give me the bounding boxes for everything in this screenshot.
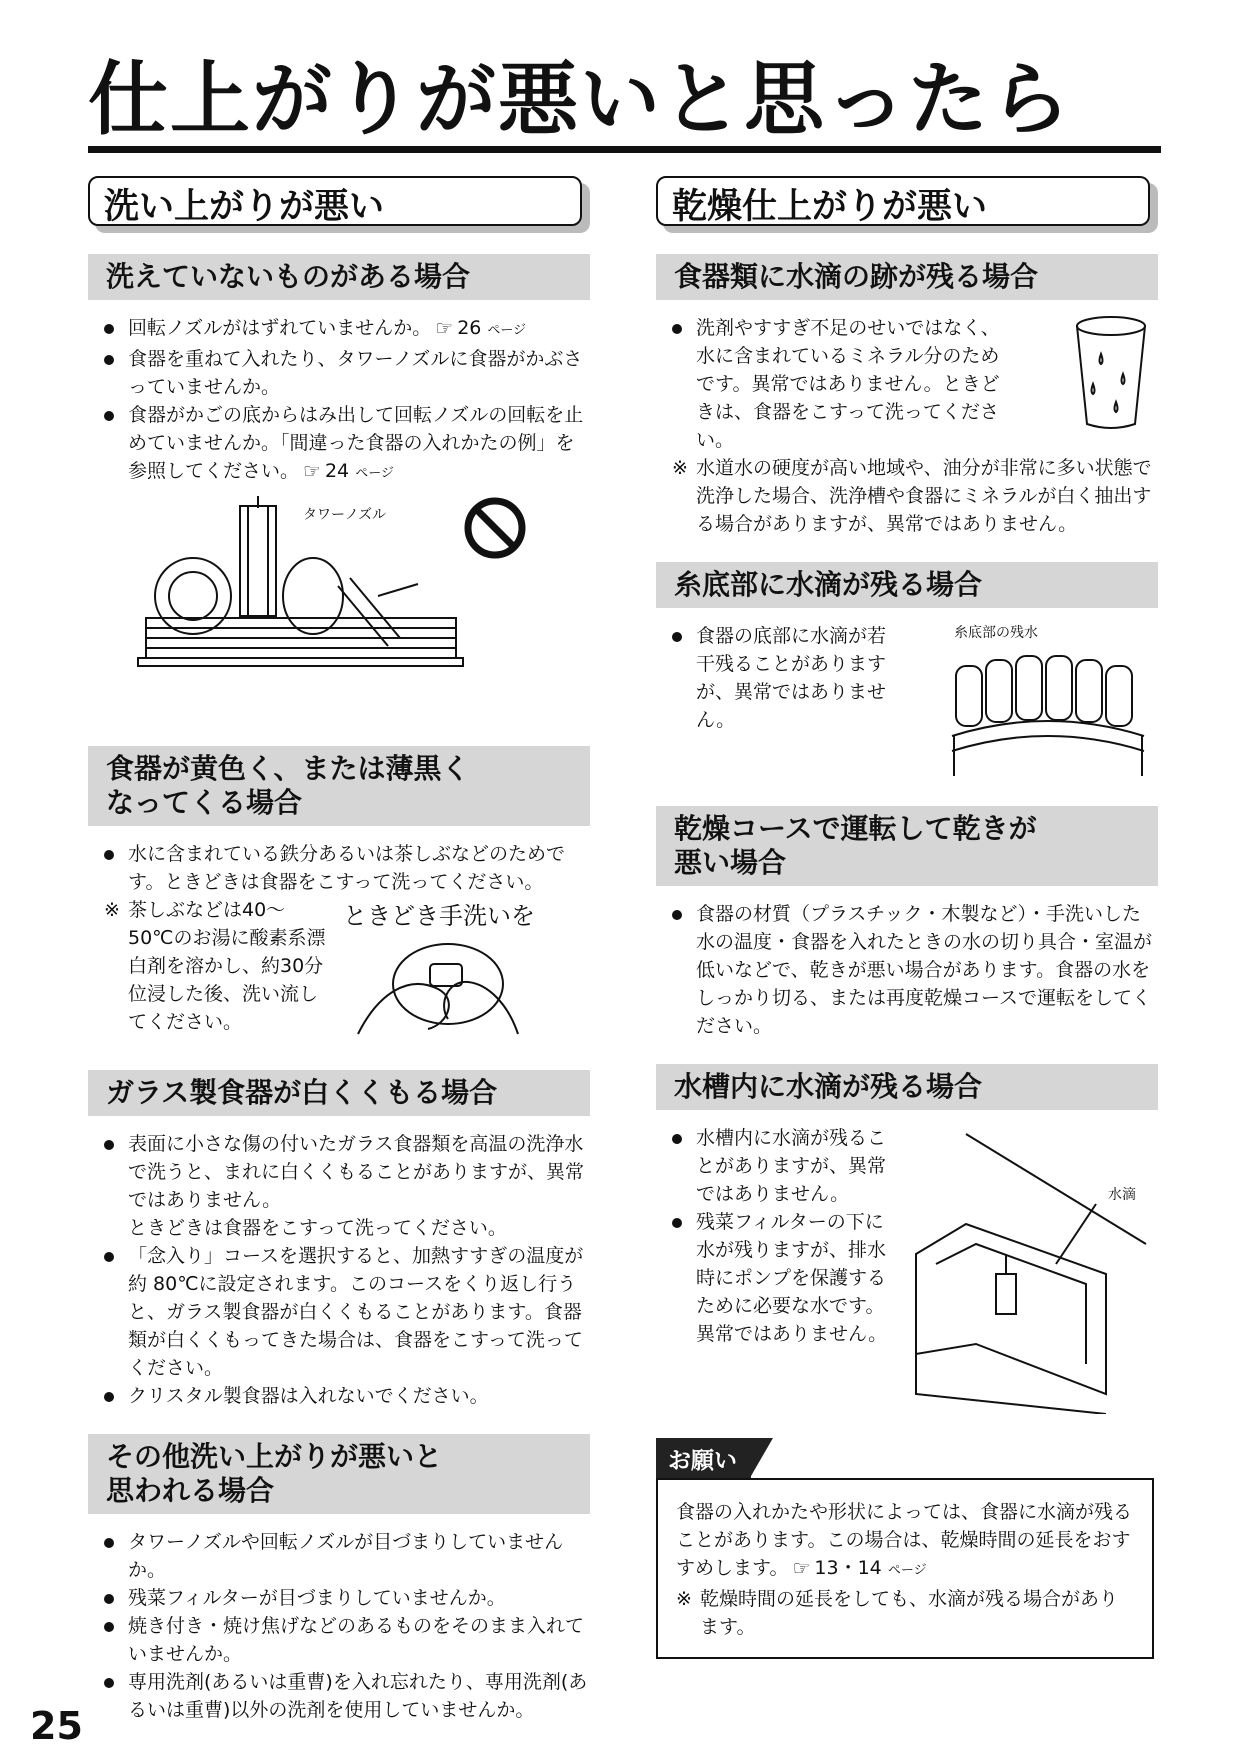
section-header-dry <box>656 176 1150 226</box>
list-item: 「念入り」コースを選択すると、加熱すすぎの温度が約 80℃に設定されます。このコースをくり返し行うと、ガラス製食器が白くくもることがあります。食器類が白くくもってきた場合は、食器をこすって洗ってください。 <box>104 1242 590 1382</box>
page-reference: ☞ 24 ページ <box>303 459 394 483</box>
block-heading: 食器が黄色く、または薄黒く なってくる場合 <box>88 746 590 826</box>
list-item: タワーノズルや回転ノズルが目づまりしていませんか。 <box>104 1528 590 1584</box>
page-reference: ☞ 13・14 ページ <box>792 1556 927 1580</box>
block-heading: ガラス製食器が白くくもる場合 <box>88 1070 590 1116</box>
bullet-list <box>656 314 1012 454</box>
list-item: 焼き付き・焼け焦げなどのあるものをそのまま入れていませんか。 <box>104 1612 590 1668</box>
figure-dish-rack <box>88 496 590 716</box>
block-glass-cloudy <box>88 1070 590 1410</box>
section-title: 乾燥仕上がりが悪い <box>672 187 988 227</box>
list-item: クリスタル製食器は入れないでください。 <box>104 1382 590 1410</box>
dishwasher-tank-illustration <box>906 1124 1156 1414</box>
list-item: 水に含まれている鉄分あるいは茶しぶなどのためです。ときどきは食器をこすって洗ってください。 <box>104 840 590 896</box>
block-heading: 乾燥コースで運転して乾きが 悪い場合 <box>656 806 1158 886</box>
page-reference: ☞ 26 ページ <box>435 316 527 340</box>
bullet-list <box>656 1124 897 1348</box>
request-notice <box>656 1438 1154 1659</box>
note: ※ 水道水の硬度が高い地域や、油分が非常に多い状態で洗浄した場合、洗浄槽や食器にミネラルが白く抽出する場合がありますが、異常ではありません。 <box>672 457 1152 535</box>
block-yellowing <box>88 746 590 1046</box>
list-item: 食器がかごの底からはみ出して回転ノズルの回転を止めていませんか。「間違った食器の入れかたの例」を参照してください。 ☞ 24 ページ <box>104 401 590 488</box>
figure-label: 水滴 <box>1108 1187 1136 1203</box>
pointing-hand-icon: ☞ <box>303 459 321 483</box>
block-tank-water <box>656 1064 1158 1414</box>
request-tab: お願い <box>656 1438 751 1478</box>
request-box: 食器の入れかたや形状によっては、食器に水滴が残ることがあります。この場合は、乾燥時間の延長をおすすめします。 ☞ 13・14 ページ ※ 乾燥時間の延長をしても、水滴が残る場合があります。 <box>656 1478 1154 1659</box>
list-item: 表面に小さな傷の付いたガラス食器類を高温の洗浄水で洗うと、まれに白くくもることがありますが、異常ではありません。 ときどきは食器をこすって洗ってください。 <box>104 1130 590 1242</box>
section-header-wash <box>88 176 582 226</box>
bullet-list <box>656 622 887 734</box>
block-heading: 水槽内に水滴が残る場合 <box>656 1064 1158 1110</box>
block-poor-drying <box>656 806 1158 1040</box>
list-item: 専用洗剤(あるいは重曹)を入れ忘れたり、専用洗剤(あるいは重曹)以外の洗剤を使用していませんか。 <box>104 1668 590 1724</box>
glass-icon <box>1071 314 1151 434</box>
section-title: 洗い上がりが悪い <box>104 187 385 227</box>
figure-label: タワーノズル <box>303 507 387 523</box>
right-column <box>656 176 1158 1659</box>
title-rule <box>88 146 1161 153</box>
page-title: 仕上がりが悪いと思ったら <box>88 53 1072 146</box>
list-item: 食器を重ねて入れたり、タワーノズルに食器がかぶさっていませんか。 <box>104 345 590 401</box>
note-with-figure <box>88 896 590 1046</box>
block-heading: 食器類に水滴の跡が残る場合 <box>656 254 1158 300</box>
bullet-list <box>88 1528 590 1724</box>
block-other <box>88 1434 590 1724</box>
prohibition-icon <box>463 496 527 560</box>
pointing-hand-icon: ☞ <box>435 316 454 340</box>
figure-caption: ときどき手洗いを <box>343 902 535 930</box>
list-item: 残菜フィルターが目づまりしていませんか。 <box>104 1584 590 1612</box>
list-item: 水槽内に水滴が残ることがありますが、異常ではありません。 <box>672 1124 897 1208</box>
hand-washing-illustration <box>338 934 538 1044</box>
list-item: 洗剤やすすぎ不足のせいではなく、水に含まれているミネラル分のためです。異常ではありません。ときどきは、食器をこすって洗ってください。 <box>672 314 1012 454</box>
pointing-hand-icon: ☞ <box>792 1556 811 1580</box>
list-item: 食器の材質（プラスチック・木製など）・手洗いした水の温度・食器を入れたときの水の切り具合・室温が低いなどで、乾きが悪い場合があります。食器の水をしっかり切る、または再度乾燥コースで運転をしてください。 <box>672 900 1158 1040</box>
block-bottom-rim <box>656 562 1158 782</box>
block-water-spots <box>656 254 1158 538</box>
bullet-list <box>88 840 590 896</box>
list-item: 回転ノズルがはずれていませんか。 ☞ 26 ページ <box>104 314 590 345</box>
note: ※ 乾燥時間の延長をしても、水滴が残る場合があります。 <box>676 1588 1119 1638</box>
cups-rack-illustration <box>948 646 1148 781</box>
block-not-washed <box>88 254 590 716</box>
note: ※ 茶しぶなどは40〜50℃のお湯に酸素系漂白剤を溶かし、約30分位浸した後、洗い流してください。 <box>104 899 326 1033</box>
list-item: 食器の底部に水滴が若干残ることがありますが、異常ではありません。 <box>672 622 887 734</box>
bullet-list <box>88 1130 590 1410</box>
figure-label: 糸底部の残水 <box>954 625 1038 641</box>
bullet-list <box>656 900 1158 1040</box>
left-column <box>88 176 590 1748</box>
block-heading: その他洗い上がりが悪いと 思われる場合 <box>88 1434 590 1514</box>
list-item: 残菜フィルターの下に水が残りますが、排水時にポンプを保護するために必要な水です。異常ではありません。 <box>672 1208 897 1348</box>
bullet-list <box>88 314 590 488</box>
page-number: 25 <box>30 1704 83 1748</box>
block-heading: 洗えていないものがある場合 <box>88 254 590 300</box>
block-heading: 糸底部に水滴が残る場合 <box>656 562 1158 608</box>
